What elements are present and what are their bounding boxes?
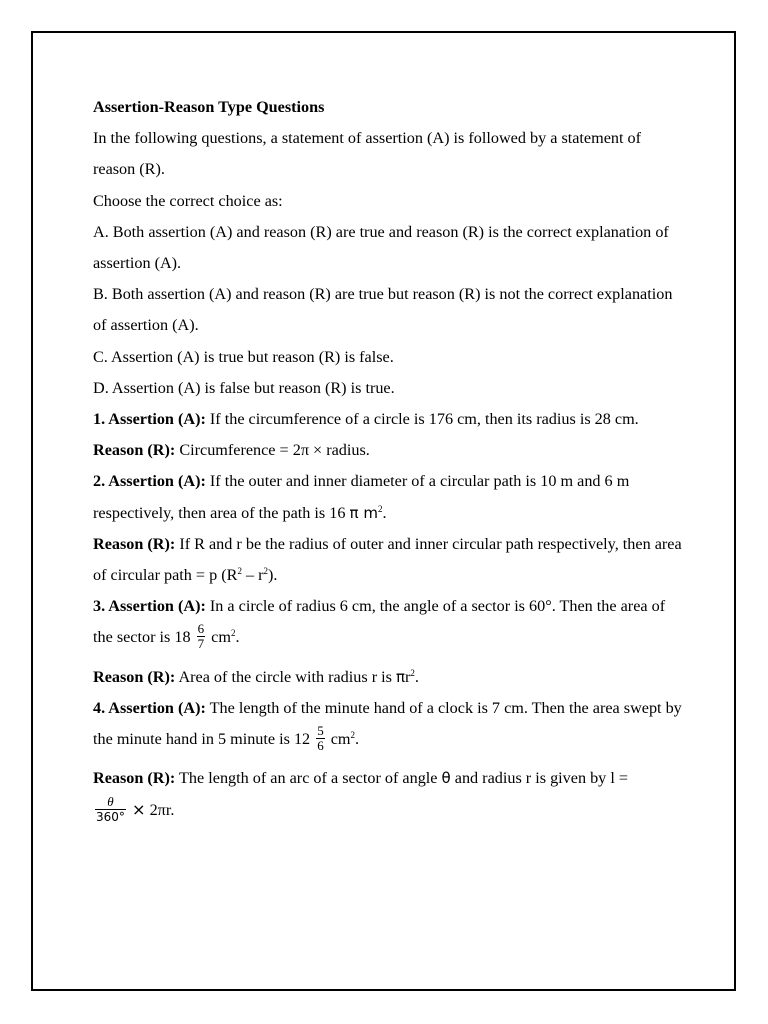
q2-label: 2. Assertion (A):	[93, 472, 206, 491]
reason-label: Reason (R):	[93, 534, 176, 553]
q1-assertion: 1. Assertion (A): If the circumference of a circle is 176 cm, then its radius is 28 cm.	[93, 410, 639, 429]
choice-a: A. Both assertion (A) and reason (R) are true and reason (R) is the correct explanation of assertion (A).	[93, 222, 669, 273]
choice-b: B. Both assertion (A) and reason (R) are true but reason (R) is not the correct explanation of assertion (A).	[93, 285, 673, 335]
choice-d: D. Assertion (A) is false but reason (R) is true.	[93, 378, 395, 397]
fraction: $\frac{6}{7}$	[197, 621, 205, 652]
intro-instruction: Choose the correct choice as:	[93, 191, 283, 210]
choice-c: C. Assertion (A) is true but reason (R) is false.	[93, 347, 394, 366]
q3-reason: Reason (R): Area of the circle with radius r is $\pi r^2$.	[93, 667, 419, 686]
q3-assertion: 3. Assertion (A): In a circle of radius 6 cm, the angle of a sector is 60°. Then the area of the sector is 18 $\frac{6}{7}$ $cm^2$.	[93, 597, 666, 652]
fraction: $\frac{5}{6}$	[317, 722, 324, 753]
q1-label: 1. Assertion (A):	[93, 410, 206, 429]
page-border	[31, 31, 736, 991]
q2-reason: Reason (R): If R and r be the radius of outer and inner circular path respectively, then area of circular path = p $(R^2 - r^2)$.	[93, 534, 682, 585]
reason-label: Reason (R):	[93, 667, 176, 686]
reason-label: Reason (R):	[93, 769, 176, 788]
document-content	[93, 92, 683, 827]
q2-assertion: 2. Assertion (A): If the outer and inner diameter of a circular path is 10 m and 6 m respectively, then area of the path is 16 π $m^2$.	[93, 472, 630, 522]
intro-paragraph: In the following questions, a statement of assertion (A) is followed by a statement of reason (R).	[93, 129, 642, 179]
page-title: Assertion-Reason Type Questions	[93, 98, 325, 116]
q4-assertion: 4. Assertion (A): The length of the minute hand of a clock is 7 cm. Then the area swept by the minute hand in 5 minute is 12 $\frac{5}{6}$ $cm^2$.	[93, 698, 682, 753]
fraction: $\frac{\theta}{360^\circ}$	[96, 794, 125, 825]
reason-label: Reason (R):	[93, 441, 176, 460]
q1-reason: Reason (R): Circumference = 2π × radius.	[93, 441, 370, 460]
q4-reason: Reason (R): The length of an arc of a sector of angle θ and radius r is given by l = $\frac{\theta}{360^\circ}$ × 2πr.	[93, 769, 628, 825]
q3-label: 3. Assertion (A):	[93, 597, 206, 616]
q4-label: 4. Assertion (A):	[93, 698, 206, 717]
